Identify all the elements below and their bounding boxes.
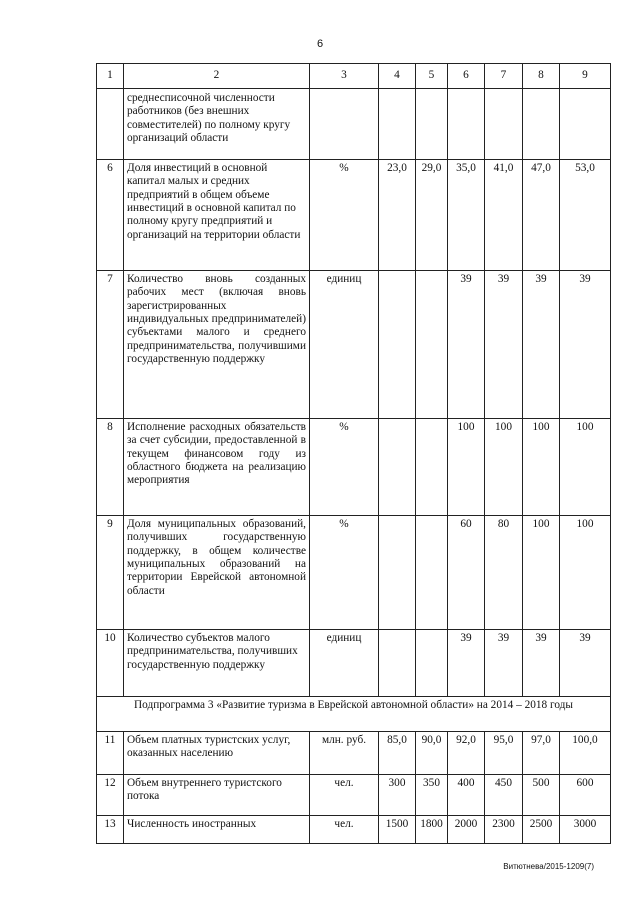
table-row (97, 419, 611, 516)
value-cell: 39 (560, 630, 611, 697)
header-cell: 7 (485, 64, 523, 89)
page-number: 6 (316, 38, 324, 50)
value-cell: 35,0 (448, 160, 485, 271)
value-cell: 39 (485, 271, 523, 419)
header-cell: 9 (560, 64, 611, 89)
value-cell (416, 516, 448, 630)
row-number: 11 (97, 732, 124, 775)
value-cell: 100 (523, 516, 560, 630)
unit-cell: чел. (310, 775, 379, 816)
unit-cell: % (310, 516, 379, 630)
value-cell: 60 (448, 516, 485, 630)
unit-cell: % (310, 160, 379, 271)
indicator-name: Объем платных туристских услуг, оказанных населению (124, 732, 310, 775)
row-number (97, 89, 124, 160)
table-row (97, 516, 611, 630)
indicator-name: Доля инвестиций в основной капитал малых и средних предприятий в общем объеме инвестиций в основной капитал по полному кругу предприятий и организаций на территории области (124, 160, 310, 271)
value-cell: 41,0 (485, 160, 523, 271)
value-cell: 92,0 (448, 732, 485, 775)
unit-cell: % (310, 419, 379, 516)
row-number: 12 (97, 775, 124, 816)
value-cell: 350 (416, 775, 448, 816)
indicator-name: Численность иностранных (124, 816, 310, 844)
header-cell: 6 (448, 64, 485, 89)
header-cell: 3 (310, 64, 379, 89)
row-number: 9 (97, 516, 124, 630)
value-cell: 100 (523, 419, 560, 516)
value-cell: 2500 (523, 816, 560, 844)
row-number: 7 (97, 271, 124, 419)
table-row (97, 732, 611, 775)
value-cell: 2300 (485, 816, 523, 844)
value-cell: 600 (560, 775, 611, 816)
value-cell: 39 (560, 271, 611, 419)
value-cell: 29,0 (416, 160, 448, 271)
value-cell (379, 419, 416, 516)
value-cell: 85,0 (379, 732, 416, 775)
header-cell: 4 (379, 64, 416, 89)
value-cell: 500 (523, 775, 560, 816)
table-row (97, 630, 611, 697)
indicator-name: Доля муниципальных образований, получивших государственную поддержку, в общем количестве муниципальных образований на территории Еврейской автономной области (124, 516, 310, 630)
value-cell (416, 630, 448, 697)
value-cell: 3000 (560, 816, 611, 844)
header-cell: 1 (97, 64, 124, 89)
value-cell: 400 (448, 775, 485, 816)
unit-cell: млн. руб. (310, 732, 379, 775)
value-cell: 39 (448, 271, 485, 419)
header-cell: 5 (416, 64, 448, 89)
value-cell: 23,0 (379, 160, 416, 271)
value-cell: 39 (523, 271, 560, 419)
value-cell: 1500 (379, 816, 416, 844)
table-row (97, 89, 611, 160)
indicators-table (96, 63, 611, 844)
value-cell: 39 (523, 630, 560, 697)
value-cell: 100 (560, 516, 611, 630)
value-cell: 100,0 (560, 732, 611, 775)
table-header-row (97, 64, 611, 89)
indicator-name: Объем внутреннего туристского потока (124, 775, 310, 816)
row-number: 10 (97, 630, 124, 697)
value-cell: 47,0 (523, 160, 560, 271)
value-cell (379, 630, 416, 697)
subprogram-row (97, 697, 611, 732)
value-cell: 1800 (416, 816, 448, 844)
table-row (97, 775, 611, 816)
unit-cell: чел. (310, 816, 379, 844)
header-cell: 8 (523, 64, 560, 89)
indicator-name: Количество вновь созданных рабочих мест (включая вновь зарегистрированных индивидуальных предпринимателей) субъектами малого и среднего предпринимательства, получившими государственную поддержку (124, 271, 310, 419)
value-cell: 100 (448, 419, 485, 516)
value-cell: 90,0 (416, 732, 448, 775)
value-cell: 39 (448, 630, 485, 697)
table-row (97, 271, 611, 419)
indicator-name: Количество субъектов малого предпринимательства, получивших государственную поддержку (124, 630, 310, 697)
value-cell (379, 271, 416, 419)
value-cell (379, 516, 416, 630)
row-number: 8 (97, 419, 124, 516)
value-cell: 53,0 (560, 160, 611, 271)
value-cell: 2000 (448, 816, 485, 844)
value-cell: 80 (485, 516, 523, 630)
table-row (97, 160, 611, 271)
header-cell: 2 (124, 64, 310, 89)
value-cell: 97,0 (523, 732, 560, 775)
value-cell: 100 (560, 419, 611, 516)
unit-cell: единиц (310, 630, 379, 697)
indicator-name: Исполнение расходных обязательств за счет субсидии, предоставленной в текущем финансовом году из областного бюджета на реализацию мероприятия (124, 419, 310, 516)
unit-cell: единиц (310, 271, 379, 419)
table-row (97, 816, 611, 844)
value-cell: 100 (485, 419, 523, 516)
row-number: 13 (97, 816, 124, 844)
subprogram-title: Подпрограмма 3 «Развитие туризма в Еврейской автономной области» на 2014 – 2018 годы (97, 697, 611, 732)
value-cell: 450 (485, 775, 523, 816)
document-footer-code: Витютнева/2015-1209(7) (503, 862, 594, 871)
value-cell: 300 (379, 775, 416, 816)
indicator-name: среднесписочной численности работников (без внешних совместителей) по полному кругу организаций области (124, 89, 310, 160)
value-cell (416, 419, 448, 516)
row-number: 6 (97, 160, 124, 271)
value-cell (416, 271, 448, 419)
value-cell: 95,0 (485, 732, 523, 775)
value-cell: 39 (485, 630, 523, 697)
